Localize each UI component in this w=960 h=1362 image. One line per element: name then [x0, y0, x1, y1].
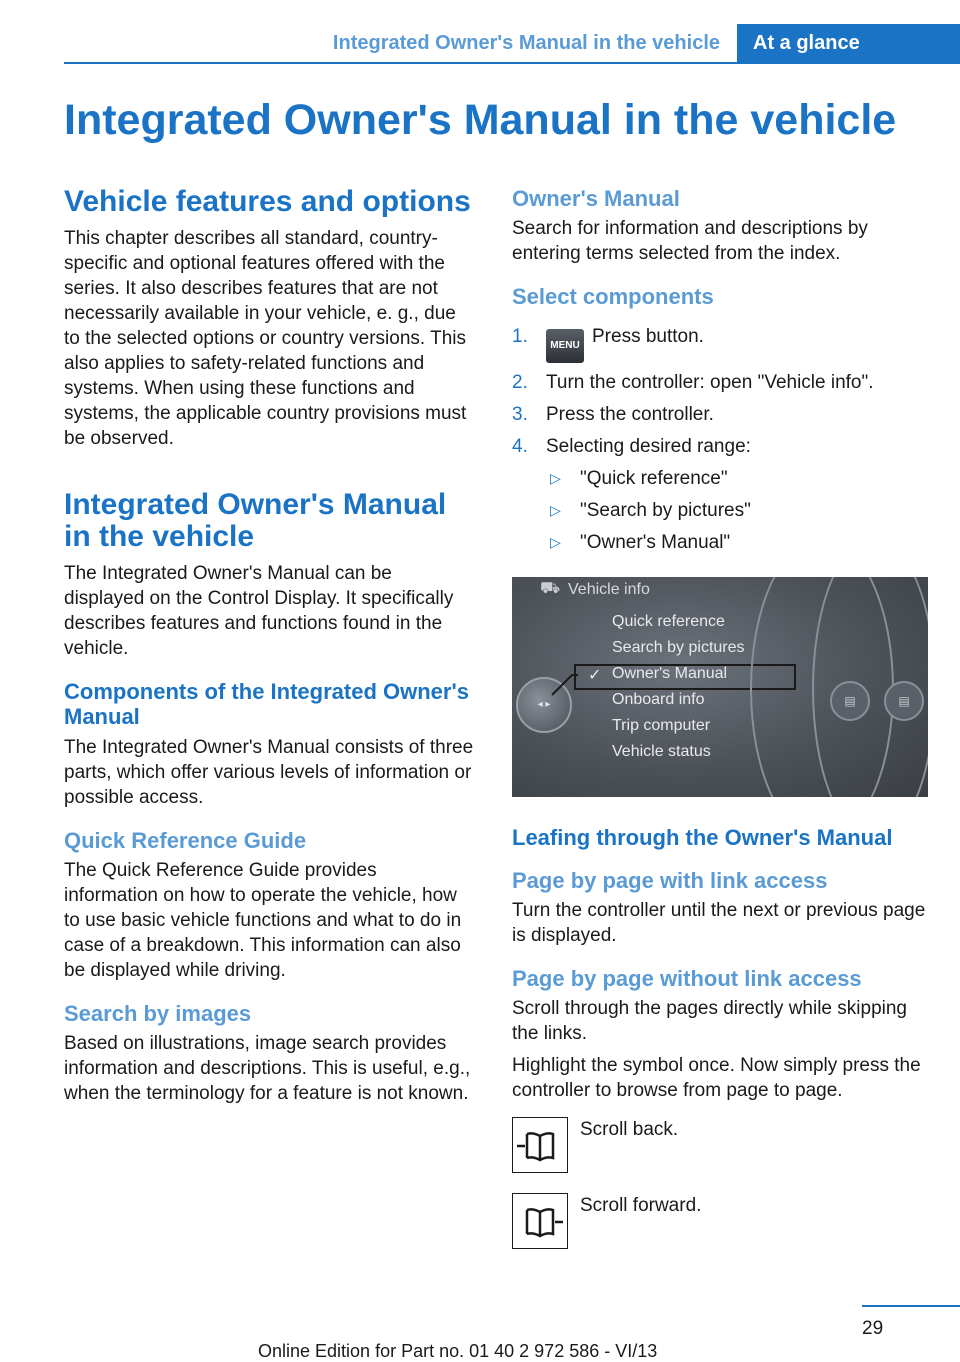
sub-item-text: "Quick reference" — [580, 468, 728, 489]
heading-vehicle-features: Vehicle features and options — [64, 185, 471, 218]
step-text: Selecting desired range: — [546, 436, 751, 457]
heading-search-images: Search by images — [64, 1001, 252, 1026]
header-tab — [737, 24, 960, 63]
screen-menu-item: Trip computer — [612, 717, 711, 734]
header-rule — [64, 62, 960, 64]
sub-item-text: "Owner's Manual" — [580, 532, 731, 553]
heading-without-link: Page by page without link access — [512, 966, 862, 991]
footer-rule — [862, 1305, 960, 1307]
heading-components: Components of the Integrated Owner's Manual — [64, 679, 469, 729]
page-title: Integrated Owner's Manual in the vehicle — [64, 96, 897, 144]
menu-button-icon: MENU — [546, 329, 584, 363]
left-column — [64, 186, 474, 1106]
step-number: 2. — [512, 372, 528, 393]
paragraph-components: The Integrated Owner's Manual consists of three parts, which offer various levels of information or possible access. — [64, 737, 474, 808]
step-text: Press button. — [592, 326, 704, 347]
heading-select-components: Select components — [512, 284, 714, 309]
paragraph-highlight: Highlight the symbol once. Now simply press the controller to browse from page to page. — [512, 1055, 921, 1101]
scroll-forward-row — [512, 1193, 932, 1249]
book-forward-icon — [512, 1193, 568, 1249]
heading-integrated-manual: Integrated Owner's Manual in the vehicle — [64, 488, 447, 553]
check-icon: ✓ — [588, 667, 602, 684]
side-panel-icon: ▤ — [884, 681, 924, 721]
sub-item — [546, 530, 932, 555]
heading-owners-manual: Owner's Manual — [512, 186, 680, 211]
car-icon: ⛟ — [540, 580, 561, 597]
paragraph-without-link: Scroll through the pages directly while skipping the links. — [512, 998, 907, 1044]
paragraph-with-link: Turn the controller until the next or previous page is displayed. — [512, 900, 926, 946]
triangle-bullet-icon: ▷ — [550, 534, 561, 550]
sub-list — [546, 466, 932, 555]
step-item — [512, 434, 932, 555]
paragraph-search-images: Based on illustrations, image search provides information and descriptions. This is useful, e.g., when the terminology for a feature is not known. — [64, 1033, 471, 1104]
scroll-back-label: Scroll back. — [580, 1119, 679, 1140]
steps-list — [512, 324, 932, 555]
pointer-line — [550, 667, 630, 697]
screen-menu-item: Quick reference — [612, 613, 725, 630]
step-number: 4. — [512, 436, 528, 457]
screen-menu-item-selected: Owner's Manual — [612, 665, 728, 682]
step-item — [512, 324, 932, 363]
step-text: Press the controller. — [546, 404, 714, 425]
screen-title: Vehicle info — [568, 581, 650, 598]
paragraph-owners-manual: Search for information and descriptions by entering terms selected from the index. — [512, 218, 868, 264]
step-number: 1. — [512, 326, 528, 347]
screen-menu-item: Vehicle status — [612, 743, 711, 760]
paragraph-integrated-manual: The Integrated Owner's Manual can be displayed on the Control Display. It specifically describes features and functions found in the vehicle. — [64, 563, 454, 659]
step-number: 3. — [512, 404, 528, 425]
sub-item-text: "Search by pictures" — [580, 500, 751, 521]
footer-edition: Online Edition for Part no. 01 40 2 972 586 - VI/13 — [258, 1341, 658, 1361]
step-item — [512, 402, 932, 427]
page-number: 29 — [862, 1318, 884, 1339]
screen-menu-item: Onboard info — [612, 691, 705, 708]
step-text: Turn the controller: open "Vehicle info". — [546, 372, 874, 393]
triangle-bullet-icon: ▷ — [550, 502, 561, 518]
control-display-screenshot — [512, 577, 928, 797]
side-panel-icon: ▤ — [830, 681, 870, 721]
triangle-bullet-icon: ▷ — [550, 470, 561, 486]
scroll-back-row — [512, 1117, 932, 1173]
sub-item — [546, 466, 932, 491]
scroll-forward-label: Scroll forward. — [580, 1195, 702, 1216]
header-section-title: Integrated Owner's Manual in the vehicle — [332, 32, 720, 54]
paragraph-quick-reference: The Quick Reference Guide provides information on how to operate the vehicle, how to use basic vehicle functions and what to do in case of a breakdown. This information can also be displayed while driving. — [64, 860, 462, 981]
heading-with-link: Page by page with link access — [512, 868, 828, 893]
heading-quick-reference: Quick Reference Guide — [64, 828, 307, 853]
header-tab-label: At a glance — [753, 32, 860, 54]
paragraph-vehicle-features: This chapter describes all standard, country-specific and optional features offered with the series. It also describes features that are not necessarily available in your vehicle, e. g., due to the selected options or country versions. This also applies to safety-related functions and systems. When using these functions and systems, the applicable country provisions must be observed. — [64, 228, 467, 449]
book-back-icon — [512, 1117, 568, 1173]
right-column — [512, 186, 932, 1249]
heading-leafing: Leafing through the Owner's Manual — [512, 825, 893, 850]
screen-menu-item: Search by pictures — [612, 639, 745, 656]
controller-knob-icon: ◂ ▸ — [516, 677, 572, 733]
step-item — [512, 370, 932, 395]
sub-item — [546, 498, 932, 523]
